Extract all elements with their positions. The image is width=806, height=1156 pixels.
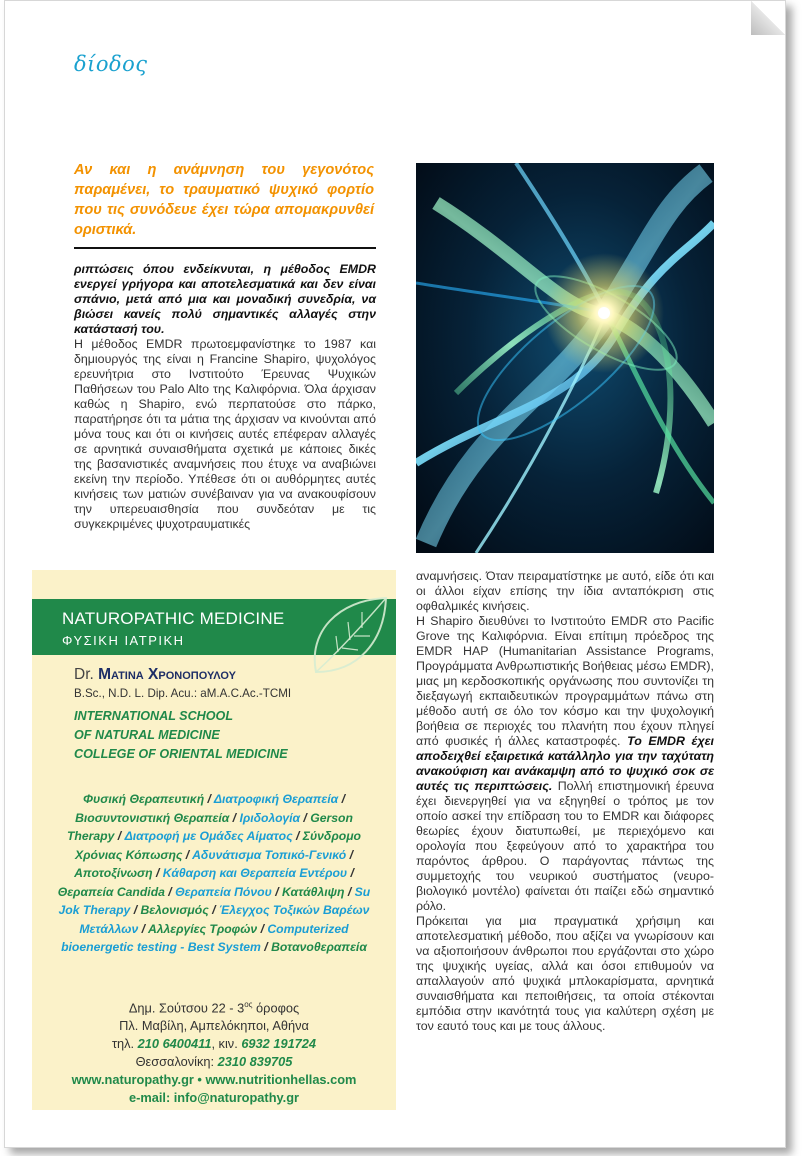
doctor-fullname: Ματινα Χρονοπουλου bbox=[98, 666, 236, 683]
therapy-item: Σύνδρομο Χρόνιας Κόπωσης bbox=[75, 829, 361, 862]
therapy-separator: / bbox=[347, 866, 354, 880]
therapy-item: Θεραπεία Πόνου bbox=[175, 884, 272, 899]
page-curl bbox=[751, 1, 785, 35]
therapy-item: Gerson Therapy bbox=[66, 810, 353, 843]
paragraph-text: Η Shapiro διευθύνει το Ινστιτούτο EMDR στο Pacific Grove της Καλιφόρνια. Είναι επίτιμη πρόεδρος της EMDR HAP (Humanitarian Assistance Programs, Προγράμματα Ανθρωπιστικής Βοήθειας μέσω EMDR), μιας μη κερδοσκοπικής οργάνωσης που συντονίζει τη διεξαγωγή εκπαιδευτικών προγραμμάτων πάνω στη μέθοδο αυτή σε όλο τον κόσμο και την ψυχολογική βοήθεια σε περιοχές του πλανήτη που έχουν πληγεί από φυσικές ή άλλες καταστροφές. bbox=[416, 614, 714, 748]
abstract-light-image bbox=[416, 163, 714, 553]
mobile-label: , κιν. bbox=[211, 1036, 238, 1052]
ad-title-english: NATUROPATHIC MEDICINE bbox=[62, 609, 285, 628]
therapy-separator: / bbox=[182, 847, 193, 862]
address-line: Πλ. Μαβίλη, Αμπελόκηποι, Αθήνα bbox=[119, 1018, 309, 1034]
therapy-item: Computerized bioenergetic testing - Best System bbox=[61, 921, 349, 954]
therapy-item: Ιριδολογία bbox=[239, 810, 301, 825]
therapy-item: Βιοσυντονιστική Θεραπεία bbox=[75, 810, 230, 825]
floor-suffix: ος bbox=[244, 1000, 253, 1009]
therapy-separator: / bbox=[300, 810, 311, 825]
address-text: όροφος bbox=[252, 1000, 300, 1016]
body-paragraph: αναμνήσεις. Όταν πειραματίστηκε με αυτό, είδε ότι και οι άλλοι είχαν επίσης την ίδια ανταπόκριση στις οφθαλμικές κινήσεις. bbox=[416, 569, 714, 613]
lead-paragraph: ριπτώσεις όπου ενδείκνυται, η μέθοδος EMDR ενεργεί γρήγορα και αποτελεσματικά και δεν είναι σπάνιο, μετά από μια και μοναδική συνεδρία, να βιώσει κανείς πολύ σημαντικές αλλαγές στην κατάστασή του. bbox=[74, 262, 376, 336]
contact-info bbox=[32, 996, 396, 1107]
school-names bbox=[74, 707, 288, 764]
therapy-separator: / bbox=[271, 884, 282, 899]
therapy-item: Αποτοξίνωση bbox=[74, 866, 153, 880]
therapy-item: Διατροφή με Ομάδες Αίματος bbox=[124, 829, 293, 843]
website-links[interactable]: www.naturopathy.gr • www.nutritionhellas.com bbox=[71, 1072, 357, 1088]
therapy-item: Αδυνάτισμα Τοπικό-Γενικό bbox=[192, 847, 347, 862]
mobile-number: 6932 191724 bbox=[241, 1036, 317, 1052]
therapy-separator: / bbox=[346, 847, 353, 862]
therapy-item: Αλλεργίες Τροφών bbox=[147, 921, 258, 936]
therapy-separator: / bbox=[114, 829, 125, 843]
therapy-separator: / bbox=[292, 829, 303, 843]
thessaloniki-label: Θεσσαλονίκη: bbox=[135, 1054, 215, 1070]
therapy-separator: / bbox=[338, 792, 345, 806]
body-paragraph: Πρόκειται για μια πραγματικά χρήσιμη και αποτελεσματική μέθοδο, που αξίζει να γνωρίσουν και να αξιοποιήσουν άνθρωποι που εργάζονται στο χώρο της ψυχικής υγείας, αλλά και όσοι επιθυμούν να απαλλαγούν από ψυχικά μπλοκαρίσματα, αρνητικά συναισθήματα και πεποιθήσεις, τα οποία στέκονται εμπόδια στην ικανότητά τους για καλύτερη σχέση με τον εαυτό τους και με τους άλλους. bbox=[416, 914, 714, 1033]
address-text: Δημ. Σούτσου 22 - 3 bbox=[128, 1000, 245, 1016]
tel-label: τηλ. bbox=[111, 1036, 135, 1052]
phone-line bbox=[32, 1035, 396, 1053]
tel-number: 210 6400411 bbox=[137, 1036, 212, 1052]
therapy-separator: / bbox=[208, 903, 219, 917]
pull-quote-divider bbox=[74, 247, 376, 249]
body-paragraph: Η μέθοδος EMDR πρωτοεμφανίστηκε το 1987 και δημιουργός της είναι η Francine Shapiro, ψυχολόγος ερευνήτρια στο Ινστιτούτο Έρευνας Ψυχικών Παθήσεων του Palo Alto της Καλιφόρνια. Όλα άρχισαν καθώς η Shapiro, ενώ περπατούσε στο πάρκο, παρατήρησε ότι τα μάτια της άρχισαν να κινούνται από μόνα τους και ότι οι κινήσεις αυτές επέφεραν αλλαγές σε αρνητικά συναισθήματα σχετικά με κάποιες δικές της βασανιστικές αναμνήσεις που έτυχε να αναβιώνει εκείνη την περίοδο. Υπέθεσε ότι οι αυθόρμητες αυτές κινήσεις των ματιών συνέβαιναν για να ανακουφίσουν την υπερευαισθησία που συνδεόταν με τις συγκεκριμένες ψυχοτραυματικές bbox=[74, 337, 376, 531]
therapy-separator: / bbox=[204, 792, 214, 806]
therapy-separator: / bbox=[229, 810, 240, 825]
naturopathy-advertisement bbox=[32, 570, 396, 1110]
thessaloniki-number: 2310 839705 bbox=[217, 1054, 293, 1070]
pull-quote: Αν και η ανάμνηση του γεγονότος παραμένει, το τραυματικό ψυχικό φορτίο που τις συνόδευε έχει τώρα απομακρυνθεί οριστικά. bbox=[74, 162, 374, 238]
therapy-separator: / bbox=[344, 884, 355, 899]
therapy-separator: / bbox=[130, 903, 141, 917]
school-line: OF NATURAL MEDICINE bbox=[74, 728, 220, 742]
therapy-item: Su Jok Therapy bbox=[58, 884, 371, 917]
therapy-item: Φυσική Θεραπευτική bbox=[83, 792, 205, 806]
therapy-separator: / bbox=[164, 884, 176, 899]
therapy-item: Έλεγχος Τοξικών Βαρέων Μετάλλων bbox=[79, 903, 370, 936]
therapy-item: Βοτανοθεραπεία bbox=[271, 940, 367, 954]
school-line: INTERNATIONAL SCHOOL bbox=[74, 709, 234, 723]
ad-title-greek: ΦΥΣΙΚΗ ΙΑΤΡΙΚΗ bbox=[62, 633, 185, 648]
email-link[interactable]: e-mail: info@naturopathy.gr bbox=[128, 1090, 300, 1106]
therapy-item: Διατροφική Θεραπεία bbox=[213, 792, 339, 806]
body-paragraph bbox=[416, 614, 714, 914]
therapy-separator: / bbox=[257, 921, 268, 936]
therapy-item: Κάθαρση και Θεραπεία Εντέρου bbox=[162, 866, 348, 880]
therapy-item: Βελονισμός bbox=[140, 903, 209, 917]
paragraph-text: Πολλή επιστημονική έρευνα έχει διενεργηθεί για να εξηγηθεί ο τρόπος με τον οποίο ασκεί την επίδραση του το EMDR και διάφορες θεωρίες έχουν διατυπωθεί, με περιεχόμενο και ορολογία που ξεφεύγουν από το χαρακτήρα του παρόντος άρθρου. Ο παράγοντας πάντως της συμμετοχής του νευρικού συστήματος (νευρο-βιολογικό μοντέλο) φαίνεται ότι παίζει εδώ σημαντικό ρόλο. bbox=[416, 779, 715, 913]
doctor-prefix: Dr. bbox=[74, 666, 94, 683]
therapy-item: Κατάθλιψη bbox=[281, 884, 345, 899]
article-column-left bbox=[74, 262, 376, 532]
emphasis-text: Το EMDR έχει αποδειχθεί εξαιρετικά κατάλληλο για την ταχύτατη ανακούφιση και ανάκαμψη από το ψυχικό σοκ σε αυτές τις περιπτώσεις. bbox=[416, 734, 714, 793]
phone-line bbox=[32, 1053, 396, 1071]
therapy-separator: / bbox=[138, 921, 148, 936]
leaf-icon bbox=[298, 592, 398, 682]
article-column-right bbox=[416, 569, 714, 1034]
magazine-logo: δίοδος bbox=[74, 52, 148, 76]
doctor-degrees: B.Sc., N.D. L. Dip. Acu.: aM.A.C.Ac.-TCMI bbox=[74, 687, 292, 700]
therapy-separator: / bbox=[260, 940, 272, 954]
therapy-item: Θεραπεία Candida bbox=[57, 884, 165, 899]
therapy-separator: / bbox=[152, 866, 163, 880]
doctor-name bbox=[74, 666, 236, 684]
address-line bbox=[32, 996, 396, 1017]
therapies-list bbox=[52, 790, 376, 957]
school-line: COLLEGE OF ORIENTAL MEDICINE bbox=[74, 747, 288, 761]
